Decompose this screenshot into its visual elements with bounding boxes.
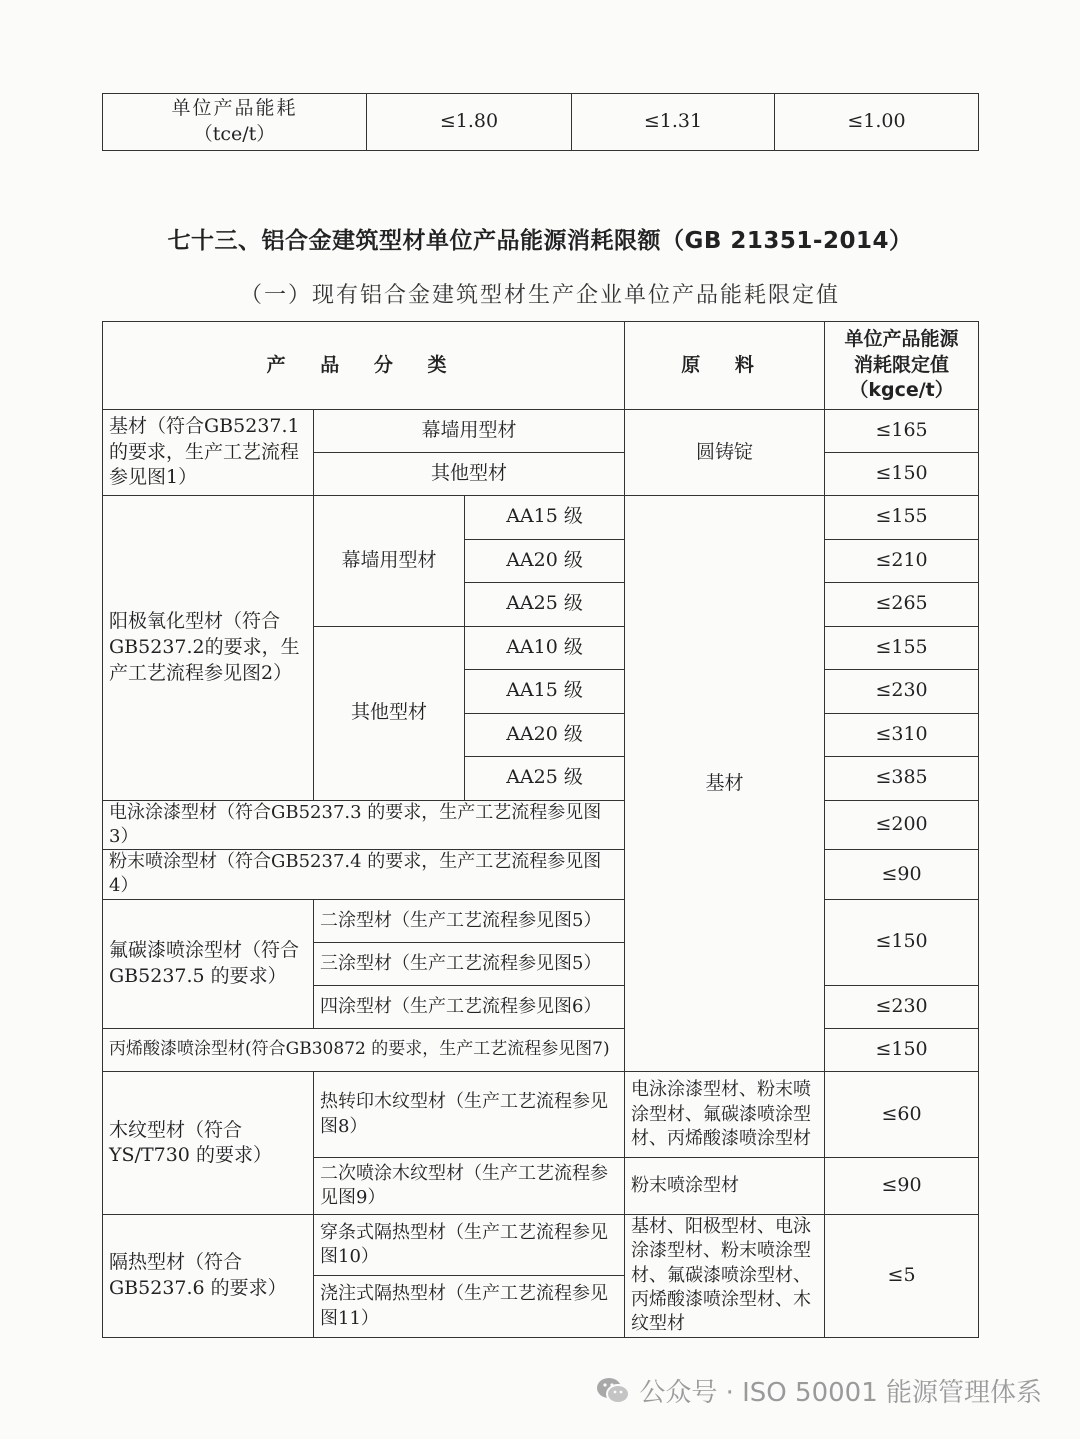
- base-other: 其他型材: [314, 453, 625, 496]
- powder: 粉末喷涂型材（符合GB5237.4 的要求，生产工艺流程参见图4）: [103, 850, 625, 900]
- fluoro-four-value: ≤230: [825, 985, 979, 1028]
- heat-transfer-value: ≤60: [825, 1072, 979, 1158]
- powder-value: ≤90: [825, 850, 979, 900]
- heat-transfer-material: 电泳涂漆型材、粉末喷涂型材、氟碳漆喷涂型材、丙烯酸漆喷涂型材: [625, 1072, 825, 1158]
- electrophoretic: 电泳涂漆型材（符合GB5237.3 的要求，生产工艺流程参见图3）: [103, 800, 625, 850]
- value-cell-3: ≤1.00: [775, 94, 979, 151]
- table-row: [103, 1072, 979, 1158]
- sub-title: （一）现有铝合金建筑型材生产企业单位产品能耗限定值: [239, 283, 840, 308]
- grade-value: ≤230: [825, 670, 979, 714]
- grade-cell: AA10 级: [465, 626, 625, 670]
- material-base: 基材: [625, 496, 825, 1072]
- heat-transfer: 热转印木纹型材（生产工艺流程参见图8）: [314, 1072, 625, 1158]
- grade-cell: AA25 级: [465, 583, 625, 627]
- header-material: 原 料: [625, 322, 825, 410]
- section-title: 七十三、铝合金建筑型材单位产品能源消耗限额（GB 21351-2014）: [167, 228, 913, 254]
- energy-label-cell: [103, 94, 367, 151]
- fluorocarbon-name: 氟碳漆喷涂型材（符合GB5237.5 的要求）: [103, 899, 314, 1028]
- base-curtain-value: ≤165: [825, 410, 979, 453]
- header-limit-line1: 单位产品能源: [844, 328, 959, 351]
- fluoro-two-three-value: ≤150: [825, 899, 979, 985]
- table-row: [103, 800, 979, 850]
- base-curtain: 幕墙用型材: [314, 410, 625, 453]
- grade-cell: AA25 级: [465, 757, 625, 801]
- base-other-value: ≤150: [825, 453, 979, 496]
- insulated-name: 隔热型材（符合GB5237.6 的要求）: [103, 1215, 314, 1337]
- anodized-curtain: 幕墙用型材: [314, 496, 465, 627]
- energy-label: 单位产品能耗: [171, 97, 298, 120]
- fluoro-two: 二涂型材（生产工艺流程参见图5）: [314, 899, 625, 942]
- grade-cell: AA20 级: [465, 539, 625, 583]
- woodgrain-name: 木纹型材（符合YS/T730 的要求）: [103, 1072, 314, 1215]
- anodized-other: 其他型材: [314, 626, 465, 800]
- grade-value: ≤155: [825, 626, 979, 670]
- table-row: [103, 1215, 979, 1276]
- grade-cell: AA15 级: [465, 496, 625, 540]
- round-ingot: 圆铸锭: [625, 410, 825, 496]
- fluoro-four: 四涂型材（生产工艺流程参见图6）: [314, 985, 625, 1028]
- table-row: [103, 94, 979, 151]
- header-limit-line2: 消耗限定值: [854, 353, 950, 376]
- electrophoretic-value: ≤200: [825, 800, 979, 850]
- value-cell-1: ≤1.80: [367, 94, 572, 151]
- grade-cell: AA15 级: [465, 670, 625, 714]
- acrylic-value: ≤150: [825, 1028, 979, 1072]
- table-row: [103, 1028, 979, 1072]
- wechat-icon: [595, 1376, 631, 1406]
- main-table: [102, 321, 979, 1338]
- energy-unit: （tce/t）: [193, 123, 276, 145]
- footer-text: 公众号 · ISO 50001 能源管理体系: [639, 1378, 1042, 1408]
- grade-value: ≤310: [825, 713, 979, 757]
- acrylic: 丙烯酸漆喷涂型材(符合GB30872 的要求，生产工艺流程参见图7): [103, 1028, 625, 1072]
- header-limit: [825, 322, 979, 410]
- secondary-spray: 二次喷涂木纹型材（生产工艺流程参见图9）: [314, 1158, 625, 1215]
- grade-value: ≤385: [825, 757, 979, 801]
- table-row: [103, 899, 979, 942]
- header-limit-unit: （kgce/t）: [849, 379, 954, 402]
- insulated-value: ≤5: [825, 1215, 979, 1337]
- grade-value: ≤210: [825, 539, 979, 583]
- table-row: [103, 410, 979, 453]
- header-category: 产 品 分 类: [103, 322, 625, 410]
- anodized-name: 阳极氧化型材（符合GB5237.2的要求，生产工艺流程参见图2）: [103, 496, 314, 801]
- secondary-spray-value: ≤90: [825, 1158, 979, 1215]
- table-row: [103, 496, 979, 540]
- strip-type: 穿条式隔热型材（生产工艺流程参见图10）: [314, 1215, 625, 1276]
- insulated-material: 基材、阳极型材、电泳涂漆型材、粉末喷涂型材、氟碳漆喷涂型材、丙烯酸漆喷涂型材、木纹型材: [625, 1215, 825, 1337]
- table-row: [103, 850, 979, 900]
- grade-value: ≤155: [825, 496, 979, 540]
- footer-watermark: [595, 1372, 1042, 1409]
- value-cell-2: ≤1.31: [572, 94, 775, 151]
- secondary-spray-material: 粉末喷涂型材: [625, 1158, 825, 1215]
- fluoro-three: 三涂型材（生产工艺流程参见图5）: [314, 942, 625, 985]
- top-table: [102, 93, 979, 151]
- grade-cell: AA20 级: [465, 713, 625, 757]
- base-name: 基材（符合GB5237.1的要求，生产工艺流程参见图1）: [103, 410, 314, 496]
- grade-value: ≤265: [825, 583, 979, 627]
- header-row: [103, 322, 979, 410]
- pour-type: 浇注式隔热型材（生产工艺流程参见图11）: [314, 1276, 625, 1337]
